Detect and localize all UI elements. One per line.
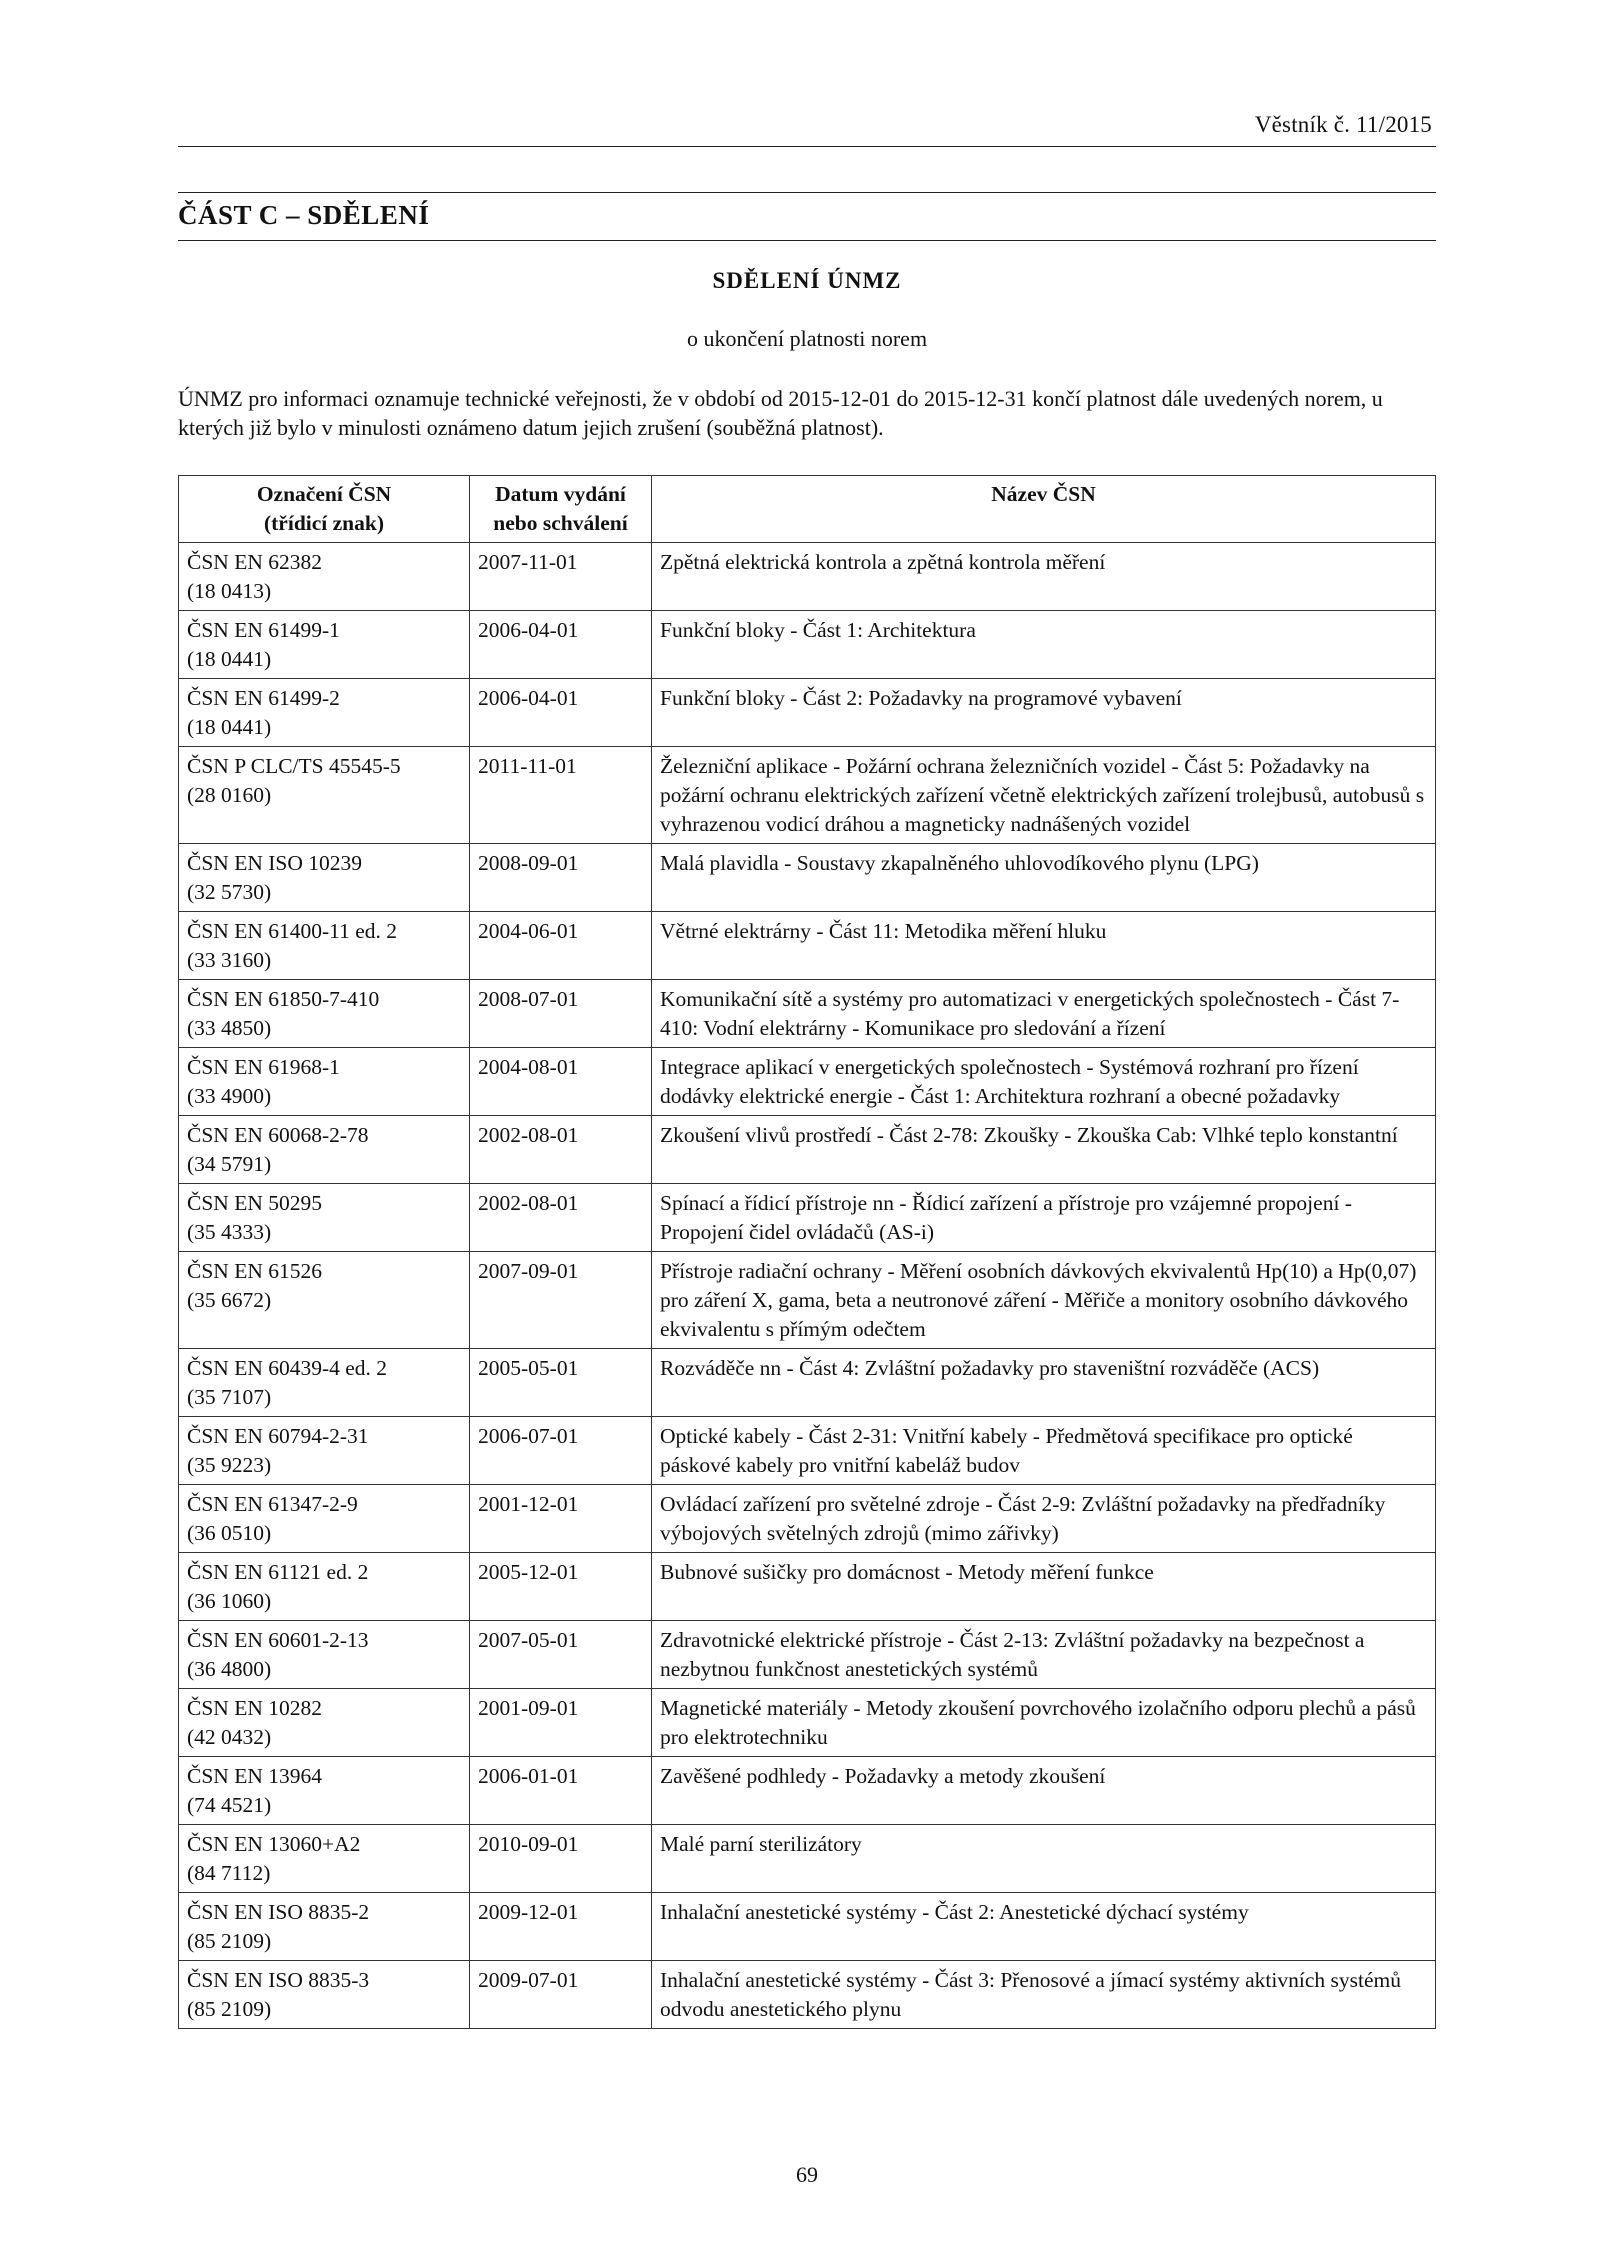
cell-code bbox=[179, 1116, 470, 1184]
standard-code: ČSN EN 61850-7-410 bbox=[187, 987, 380, 1011]
page-number: 69 bbox=[796, 2162, 818, 2187]
cell-name: Magnetické materiály - Metody zkoušení povrchového izolačního odporu plechů a pásů pro elektrotechniku bbox=[652, 1689, 1436, 1757]
cell-code bbox=[179, 1349, 470, 1417]
cell-date: 2009-07-01 bbox=[470, 1961, 652, 2029]
cell-name: Inhalační anestetické systémy - Část 3: Přenosové a jímací systémy aktivních systémů odvodu anestetického plynu bbox=[652, 1961, 1436, 2029]
table-row bbox=[179, 1349, 1436, 1417]
classification-mark: (33 3160) bbox=[187, 948, 272, 972]
table-row bbox=[179, 1485, 1436, 1553]
cell-date: 2001-09-01 bbox=[470, 1689, 652, 1757]
section-title: ČÁST C – SDĚLENÍ bbox=[178, 200, 430, 230]
table-row bbox=[179, 1252, 1436, 1349]
cell-code bbox=[179, 747, 470, 844]
classification-mark: (84 7112) bbox=[187, 1861, 271, 1885]
cell-code bbox=[179, 912, 470, 980]
cell-date: 2009-12-01 bbox=[470, 1893, 652, 1961]
header-date-line1: Datum vydání bbox=[495, 482, 626, 506]
standard-code: ČSN EN 60794-2-31 bbox=[187, 1424, 369, 1448]
header-code bbox=[179, 476, 470, 543]
classification-mark: (33 4900) bbox=[187, 1084, 272, 1108]
cell-code bbox=[179, 980, 470, 1048]
standard-code: ČSN EN 61526 bbox=[187, 1259, 322, 1283]
table-row bbox=[179, 844, 1436, 912]
cell-code bbox=[179, 1825, 470, 1893]
cell-name: Integrace aplikací v energetických společnostech - Systémová rozhraní pro řízení dodávky elektrické energie - Část 1: Architektura rozhraní a obecné požadavky bbox=[652, 1048, 1436, 1116]
cell-date: 2010-09-01 bbox=[470, 1825, 652, 1893]
table-row bbox=[179, 747, 1436, 844]
table-row bbox=[179, 1417, 1436, 1485]
table-row bbox=[179, 1757, 1436, 1825]
cell-name: Zdravotnické elektrické přístroje - Část 2-13: Zvláštní požadavky na bezpečnost a nezbytnou funkčnost anestetických systémů bbox=[652, 1621, 1436, 1689]
classification-mark: (36 1060) bbox=[187, 1589, 272, 1613]
classification-mark: (35 4333) bbox=[187, 1220, 272, 1244]
cell-date: 2011-11-01 bbox=[470, 747, 652, 844]
table-row bbox=[179, 1116, 1436, 1184]
intro-paragraph: ÚNMZ pro informaci oznamuje technické veřejnosti, že v období od 2015-12-01 do 2015-12-31 končí platnost dále uvedených norem, u kterých již bylo v minulosti oznámeno datum jejich zrušení (souběžná platnost). bbox=[178, 386, 1383, 440]
standard-code: ČSN EN 60439-4 ed. 2 bbox=[187, 1356, 388, 1380]
standard-code: ČSN P CLC/TS 45545-5 bbox=[187, 754, 401, 778]
standard-code: ČSN EN 60601-2-13 bbox=[187, 1628, 369, 1652]
classification-mark: (85 2109) bbox=[187, 1929, 272, 1953]
cell-name: Inhalační anestetické systémy - Část 2: Anestetické dýchací systémy bbox=[652, 1893, 1436, 1961]
table-row bbox=[179, 1184, 1436, 1252]
standard-code: ČSN EN 61400-11 ed. 2 bbox=[187, 919, 398, 943]
cell-code bbox=[179, 1048, 470, 1116]
standard-code: ČSN EN ISO 8835-2 bbox=[187, 1900, 370, 1924]
table-row bbox=[179, 980, 1436, 1048]
cell-code bbox=[179, 1621, 470, 1689]
cell-date: 2004-06-01 bbox=[470, 912, 652, 980]
header-rule bbox=[178, 146, 1436, 147]
classification-mark: (18 0413) bbox=[187, 579, 272, 603]
cell-date: 2005-05-01 bbox=[470, 1349, 652, 1417]
cell-name: Spínací a řídicí přístroje nn - Řídicí zařízení a přístroje pro vzájemné propojení - Propojení čidel ovládačů (AS-i) bbox=[652, 1184, 1436, 1252]
classification-mark: (35 6672) bbox=[187, 1288, 272, 1312]
cell-code bbox=[179, 1893, 470, 1961]
cell-date: 2008-07-01 bbox=[470, 980, 652, 1048]
standards-table bbox=[178, 475, 1436, 2029]
standard-code: ČSN EN 13060+A2 bbox=[187, 1832, 361, 1856]
header-date bbox=[470, 476, 652, 543]
table-row bbox=[179, 1553, 1436, 1621]
cell-code bbox=[179, 1485, 470, 1553]
cell-name: Zpětná elektrická kontrola a zpětná kontrola měření bbox=[652, 543, 1436, 611]
standard-code: ČSN EN 61968-1 bbox=[187, 1055, 340, 1079]
classification-mark: (18 0441) bbox=[187, 647, 272, 671]
table-row bbox=[179, 611, 1436, 679]
cell-code bbox=[179, 1689, 470, 1757]
classification-mark: (36 4800) bbox=[187, 1657, 272, 1681]
notice-subtitle: o ukončení platnosti norem bbox=[686, 326, 928, 351]
table-row bbox=[179, 543, 1436, 611]
standard-code: ČSN EN ISO 10239 bbox=[187, 851, 363, 875]
classification-mark: (35 9223) bbox=[187, 1453, 272, 1477]
cell-name: Ovládací zařízení pro světelné zdroje - Část 2-9: Zvláštní požadavky na předřadníky výbojových světelných zdrojů (mimo zářivky) bbox=[652, 1485, 1436, 1553]
classification-mark: (33 4850) bbox=[187, 1016, 272, 1040]
table-row bbox=[179, 912, 1436, 980]
cell-date: 2006-04-01 bbox=[470, 679, 652, 747]
cell-name: Zavěšené podhledy - Požadavky a metody zkoušení bbox=[652, 1757, 1436, 1825]
cell-name: Optické kabely - Část 2-31: Vnitřní kabely - Předmětová specifikace pro optické páskové kabely pro vnitřní kabeláž budov bbox=[652, 1417, 1436, 1485]
notice-title: SDĚLENÍ ÚNMZ bbox=[712, 268, 902, 293]
standard-code: ČSN EN 62382 bbox=[187, 550, 322, 574]
cell-date: 2007-05-01 bbox=[470, 1621, 652, 1689]
header-code-line2: (třídicí znak) bbox=[263, 511, 385, 535]
cell-name: Větrné elektrárny - Část 11: Metodika měření hluku bbox=[652, 912, 1436, 980]
cell-name: Přístroje radiační ochrany - Měření osobních dávkových ekvivalentů Hp(10) a Hp(0,07) pro záření X, gama, beta a neutronové záření - Měřiče a monitory osobního dávkového ekvivalentu s přímým odečtem bbox=[652, 1252, 1436, 1349]
table-row bbox=[179, 1825, 1436, 1893]
cell-code bbox=[179, 1252, 470, 1349]
cell-code bbox=[179, 1553, 470, 1621]
cell-name: Železniční aplikace - Požární ochrana železničních vozidel - Část 5: Požadavky na požární ochranu elektrických zařízení včetně elektrických zařízení trolejbusů, autobusů s vyhrazenou vodicí dráhou a magneticky nadnášených vozidel bbox=[652, 747, 1436, 844]
table-row bbox=[179, 679, 1436, 747]
table-header-row bbox=[179, 476, 1436, 543]
section-bottom-rule bbox=[178, 240, 1436, 241]
classification-mark: (42 0432) bbox=[187, 1725, 272, 1749]
cell-date: 2005-12-01 bbox=[470, 1553, 652, 1621]
cell-date: 2007-09-01 bbox=[470, 1252, 652, 1349]
classification-mark: (35 7107) bbox=[187, 1385, 272, 1409]
classification-mark: (34 5791) bbox=[187, 1152, 272, 1176]
cell-name: Komunikační sítě a systémy pro automatizaci v energetických společnostech - Část 7-410: Vodní elektrárny - Komunikace pro sledování a řízení bbox=[652, 980, 1436, 1048]
cell-name: Malá plavidla - Soustavy zkapalněného uhlovodíkového plynu (LPG) bbox=[652, 844, 1436, 912]
cell-date: 2004-08-01 bbox=[470, 1048, 652, 1116]
table-row bbox=[179, 1048, 1436, 1116]
standard-code: ČSN EN 61499-2 bbox=[187, 686, 340, 710]
cell-date: 2001-12-01 bbox=[470, 1485, 652, 1553]
standard-code: ČSN EN 61121 ed. 2 bbox=[187, 1560, 369, 1584]
cell-name: Rozváděče nn - Část 4: Zvláštní požadavky pro staveništní rozváděče (ACS) bbox=[652, 1349, 1436, 1417]
cell-name: Malé parní sterilizátory bbox=[652, 1825, 1436, 1893]
classification-mark: (36 0510) bbox=[187, 1521, 272, 1545]
classification-mark: (74 4521) bbox=[187, 1793, 272, 1817]
bulletin-header: Věstník č. 11/2015 bbox=[1254, 112, 1432, 137]
header-name: Název ČSN bbox=[652, 476, 1436, 543]
cell-name: Zkoušení vlivů prostředí - Část 2-78: Zkoušky - Zkouška Cab: Vlhké teplo konstantní bbox=[652, 1116, 1436, 1184]
cell-date: 2002-08-01 bbox=[470, 1184, 652, 1252]
cell-date: 2002-08-01 bbox=[470, 1116, 652, 1184]
cell-date: 2006-04-01 bbox=[470, 611, 652, 679]
table-row bbox=[179, 1621, 1436, 1689]
standard-code: ČSN EN 10282 bbox=[187, 1696, 322, 1720]
section-top-rule bbox=[178, 192, 1436, 193]
table-row bbox=[179, 1689, 1436, 1757]
classification-mark: (18 0441) bbox=[187, 715, 272, 739]
cell-code bbox=[179, 543, 470, 611]
standard-code: ČSN EN 60068-2-78 bbox=[187, 1123, 369, 1147]
cell-date: 2007-11-01 bbox=[470, 543, 652, 611]
classification-mark: (32 5730) bbox=[187, 880, 272, 904]
cell-date: 2008-09-01 bbox=[470, 844, 652, 912]
cell-code bbox=[179, 1961, 470, 2029]
table-body bbox=[179, 543, 1436, 2029]
cell-code bbox=[179, 1757, 470, 1825]
cell-name: Funkční bloky - Část 1: Architektura bbox=[652, 611, 1436, 679]
cell-date: 2006-01-01 bbox=[470, 1757, 652, 1825]
classification-mark: (28 0160) bbox=[187, 783, 272, 807]
standard-code: ČSN EN 13964 bbox=[187, 1764, 322, 1788]
cell-code bbox=[179, 1184, 470, 1252]
table-row bbox=[179, 1961, 1436, 2029]
table-row bbox=[179, 1893, 1436, 1961]
cell-code bbox=[179, 1417, 470, 1485]
header-date-line2: nebo schválení bbox=[493, 511, 628, 535]
cell-code bbox=[179, 844, 470, 912]
cell-name: Bubnové sušičky pro domácnost - Metody měření funkce bbox=[652, 1553, 1436, 1621]
classification-mark: (85 2109) bbox=[187, 1997, 272, 2021]
standard-code: ČSN EN 61347-2-9 bbox=[187, 1492, 358, 1516]
standard-code: ČSN EN 61499-1 bbox=[187, 618, 340, 642]
cell-name: Funkční bloky - Část 2: Požadavky na programové vybavení bbox=[652, 679, 1436, 747]
header-code-line1: Označení ČSN bbox=[256, 482, 392, 506]
standard-code: ČSN EN ISO 8835-3 bbox=[187, 1968, 370, 1992]
cell-code bbox=[179, 679, 470, 747]
cell-date: 2006-07-01 bbox=[470, 1417, 652, 1485]
cell-code bbox=[179, 611, 470, 679]
standard-code: ČSN EN 50295 bbox=[187, 1191, 322, 1215]
